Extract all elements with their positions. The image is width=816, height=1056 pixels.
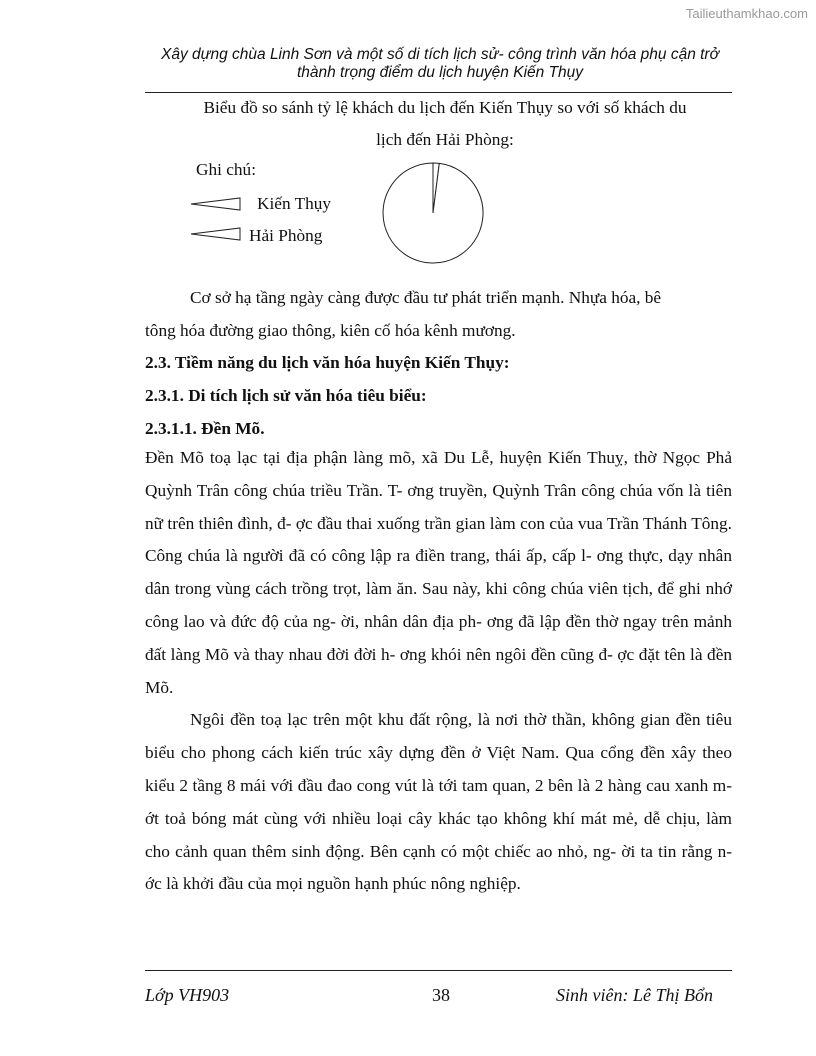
- para1-line-2: tông hóa đường giao thông, kiên cố hóa kênh mương.: [145, 320, 516, 340]
- paragraph-den-mo-intro: Đền Mõ toạ lạc tại địa phận làng mõ, xã Du Lễ, huyện Kiến Thuỵ, thờ Ngọc Phả Quỳnh Trân công chúa triều Trần. T- ơng truyền, Quỳnh Trân công chúa vốn là tiên nữ trên thiên đình, đ- ợc đầu thai xuống trần gian làm con của vua Trần Thánh Tông. Công chúa là người đã có công lập ra điền trang, thái ấp, cấp l- ơng thực, dạy nhân dân trong vùng cách trồng trọt, làm ăn. Sau này, khi công chúa viên tịch, để ghi nhớ công lao và đức độ của ng- ời, nhân dân địa ph- ơng đã lập đền thờ ngay trên mảnh đất làng Mõ và thay nhau đời đời h- ơng khói nên ngôi đền cũng đ- ợc đặt tên là đền Mõ.: [145, 448, 732, 697]
- legend-label-hai-phong: Hải Phòng: [249, 226, 323, 245]
- pie-slice-hải-phòng: [383, 163, 483, 263]
- running-header: [140, 46, 740, 82]
- paragraph-den-mo-architecture: Ngôi đền toạ lạc trên một khu đất rộng, là nơi thờ thần, không gian đền tiêu biểu cho phong cách kiến trúc xây dựng đền ở Việt Nam. Qua cổng đền xây theo kiểu 2 tầng 8 mái với đầu đao cong vút là tới tam quan, 2 bên là 2 hàng cau xanh m- ớt toả bóng mát cùng với nhiều loại cây khác tạo không khí mát mẻ, dễ chịu, làm cho cảnh quan thêm sinh động. Bên cạnh có một chiếc ao nhỏ, ng- ời ta tin rằng n- ớc là khởi đầu của mọi nguồn hạnh phúc nông nghiệp.: [145, 710, 732, 894]
- page-number: 38: [432, 985, 450, 1005]
- watermark: Tailieuthamkhao.com: [685, 6, 808, 21]
- legend-swatch-kien-thuy: [191, 198, 240, 210]
- footer-student: Sinh viên: Lê Thị Bổn: [556, 985, 713, 1005]
- heading-2-3-1-1: 2.3.1.1. Đền Mõ.: [145, 419, 265, 438]
- footer-rule: [145, 970, 732, 971]
- footer-class: Lớp VH903: [145, 985, 230, 1005]
- legend-label-kien-thuy: Kiến Thụy: [257, 194, 332, 213]
- header-line-1: Xây dựng chùa Linh Sơn và một số di tích lịch sử- công trình văn hóa phụ cận trở: [161, 46, 719, 63]
- heading-2-3-1: 2.3.1. Di tích lịch sử văn hóa tiêu biểu:: [145, 386, 427, 405]
- paragraph-infrastructure: [145, 282, 732, 348]
- chart-title: [150, 92, 740, 156]
- legend-title: Ghi chú:: [196, 160, 256, 179]
- legend-swatch-hai-phong: [191, 228, 240, 240]
- para1-line-1: Cơ sở hạ tầng ngày càng được đầu tư phát triển mạnh. Nhựa hóa, bê: [190, 288, 662, 307]
- chart-title-line-2: lịch đến Hải Phòng:: [376, 130, 514, 149]
- chart-title-line-1: Biểu đồ so sánh tỷ lệ khách du lịch đến Kiến Thụy so với số khách du: [203, 98, 687, 117]
- header-line-2: thành trọng điểm du lịch huyện Kiến Thụy: [296, 64, 584, 81]
- body-paragraphs: [145, 442, 732, 901]
- legend-swatches: [188, 194, 244, 244]
- heading-2-3: 2.3. Tiềm năng du lịch văn hóa huyện Kiến Thụy:: [145, 353, 510, 372]
- pie-chart: [380, 160, 486, 266]
